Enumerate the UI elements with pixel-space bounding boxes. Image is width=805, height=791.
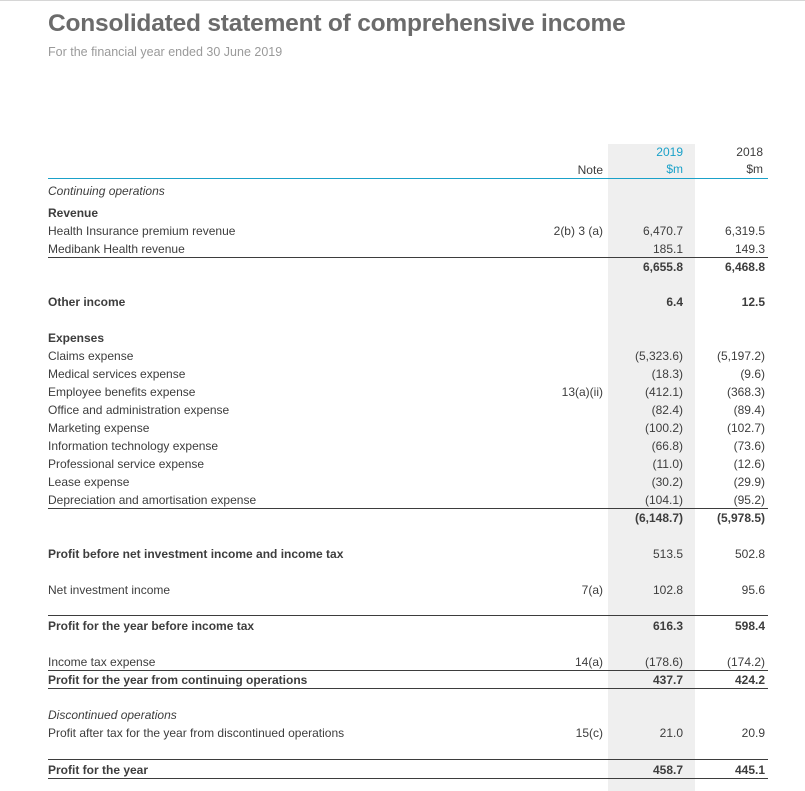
row-value-2019: (178.6) [644, 655, 683, 669]
row-value-2018: 149.3 [734, 242, 765, 256]
note-column-header: Note [577, 163, 603, 177]
row-label: Medibank Health revenue [48, 242, 185, 256]
table-row [0, 653, 805, 671]
table-row [0, 491, 805, 509]
row-label: Marketing expense [48, 421, 150, 435]
table-row [0, 455, 805, 473]
row-value-2018: (368.3) [726, 385, 765, 399]
row-value-2018: (89.4) [733, 403, 765, 417]
row-section-continuing [0, 182, 805, 200]
row-subtotal-expenses [0, 509, 805, 527]
row-value-2018: 598.4 [734, 619, 765, 633]
row-section-discontinued [0, 706, 805, 724]
row-label: Depreciation and amortisation expense [48, 493, 257, 507]
row-label: Profit after tax for the year from discontinued operations [48, 726, 345, 740]
row-value-2019: (100.2) [644, 421, 683, 435]
divider [48, 778, 768, 779]
column-header-2019-unit: $m [666, 162, 683, 176]
row-value-2019: (11.0) [652, 457, 683, 471]
row-value-2019: 6,655.8 [642, 260, 683, 274]
row-label: Profit for the year from continuing operations [48, 673, 308, 687]
row-label: Profit before net investment income and income tax [48, 547, 344, 561]
row-value-2018: (73.6) [733, 439, 765, 453]
row-label: Professional service expense [48, 457, 205, 471]
row-label: Net investment income [48, 583, 171, 597]
divider [48, 688, 768, 689]
column-header-2018-year: 2018 [736, 145, 763, 159]
row-value-2019: (66.8) [651, 439, 683, 453]
table-row [0, 240, 805, 258]
table-row [0, 401, 805, 419]
row-note: 15(c) [575, 726, 603, 740]
column-header-2018-unit: $m [746, 162, 763, 176]
row-value-2018: (29.9) [733, 475, 765, 489]
row-value-2019: 102.8 [652, 583, 683, 597]
column-header-2019-year: 2019 [656, 145, 683, 159]
row-value-2018: 502.8 [734, 547, 765, 561]
row-label: Revenue [48, 206, 99, 220]
row-value-2019: 6.4 [666, 295, 683, 309]
table-row-profit-continuing [0, 671, 805, 689]
divider [48, 615, 768, 616]
row-value-2018: 20.9 [741, 726, 765, 740]
row-value-2018: (5,978.5) [716, 511, 765, 525]
table-row [0, 581, 805, 599]
table-row [0, 383, 805, 401]
row-value-2019: (6,148.7) [634, 511, 683, 525]
row-note: 14(a) [574, 655, 603, 669]
row-label: Office and administration expense [48, 403, 230, 417]
table-row-profit-for-year [0, 761, 805, 779]
table-row [0, 222, 805, 240]
row-value-2018: (9.6) [740, 367, 765, 381]
row-value-2018: 95.6 [741, 583, 765, 597]
row-value-2018: 424.2 [734, 673, 765, 687]
table-row-other-income [0, 293, 805, 311]
table-row [0, 724, 805, 742]
table-row [0, 419, 805, 437]
row-label: Employee benefits expense [48, 385, 196, 399]
row-label: Medical services expense [48, 367, 186, 381]
row-value-2019: (82.4) [651, 403, 683, 417]
row-value-2019: (30.2) [651, 475, 683, 489]
row-label: Information technology expense [48, 439, 219, 453]
row-heading-expenses [0, 329, 805, 347]
row-label: Claims expense [48, 349, 134, 363]
row-value-2018: (12.6) [733, 457, 765, 471]
row-note: 7(a) [581, 583, 603, 597]
table-row [0, 347, 805, 365]
table-row-profit-before-investment [0, 545, 805, 563]
divider [48, 759, 768, 760]
row-value-2018: 6,468.8 [724, 260, 765, 274]
page-subtitle: For the financial year ended 30 June 2019 [48, 45, 283, 59]
row-value-2019: 616.3 [652, 619, 683, 633]
row-note: 13(a)(ii) [561, 385, 603, 399]
row-heading-revenue [0, 204, 805, 222]
row-label: Income tax expense [48, 655, 156, 669]
table-row-profit-before-tax [0, 617, 805, 635]
row-value-2019: 437.7 [652, 673, 683, 687]
top-rule [0, 0, 805, 1]
row-value-2018: 445.1 [734, 763, 765, 777]
row-value-2019: (104.1) [644, 493, 683, 507]
row-label: Continuing operations [48, 184, 165, 198]
row-value-2018: (174.2) [726, 655, 765, 669]
row-value-2018: (5,197.2) [716, 349, 765, 363]
row-note: 2(b) 3 (a) [553, 224, 603, 238]
row-label: Health Insurance premium revenue [48, 224, 236, 238]
row-value-2019: (5,323.6) [634, 349, 683, 363]
row-value-2019: 6,470.7 [642, 224, 683, 238]
table-row [0, 473, 805, 491]
page-title: Consolidated statement of comprehensive income [48, 10, 626, 37]
row-value-2019: 185.1 [652, 242, 683, 256]
row-label: Other income [48, 295, 126, 309]
table-row [0, 437, 805, 455]
row-label: Lease expense [48, 475, 130, 489]
row-label: Expenses [48, 331, 105, 345]
row-value-2019: (18.3) [651, 367, 683, 381]
row-label: Profit for the year before income tax [48, 619, 255, 633]
row-value-2018: (102.7) [726, 421, 765, 435]
row-value-2019: 458.7 [652, 763, 683, 777]
row-value-2018: (95.2) [733, 493, 765, 507]
row-value-2018: 12.5 [741, 295, 765, 309]
row-label: Profit for the year [48, 763, 149, 777]
row-value-2019: (412.1) [644, 385, 683, 399]
table-row [0, 365, 805, 383]
row-value-2019: 21.0 [659, 726, 683, 740]
row-value-2018: 6,319.5 [724, 224, 765, 238]
row-label: Discontinued operations [48, 708, 177, 722]
row-subtotal-revenue [0, 258, 805, 276]
header-rule [48, 178, 768, 179]
row-value-2019: 513.5 [652, 547, 683, 561]
